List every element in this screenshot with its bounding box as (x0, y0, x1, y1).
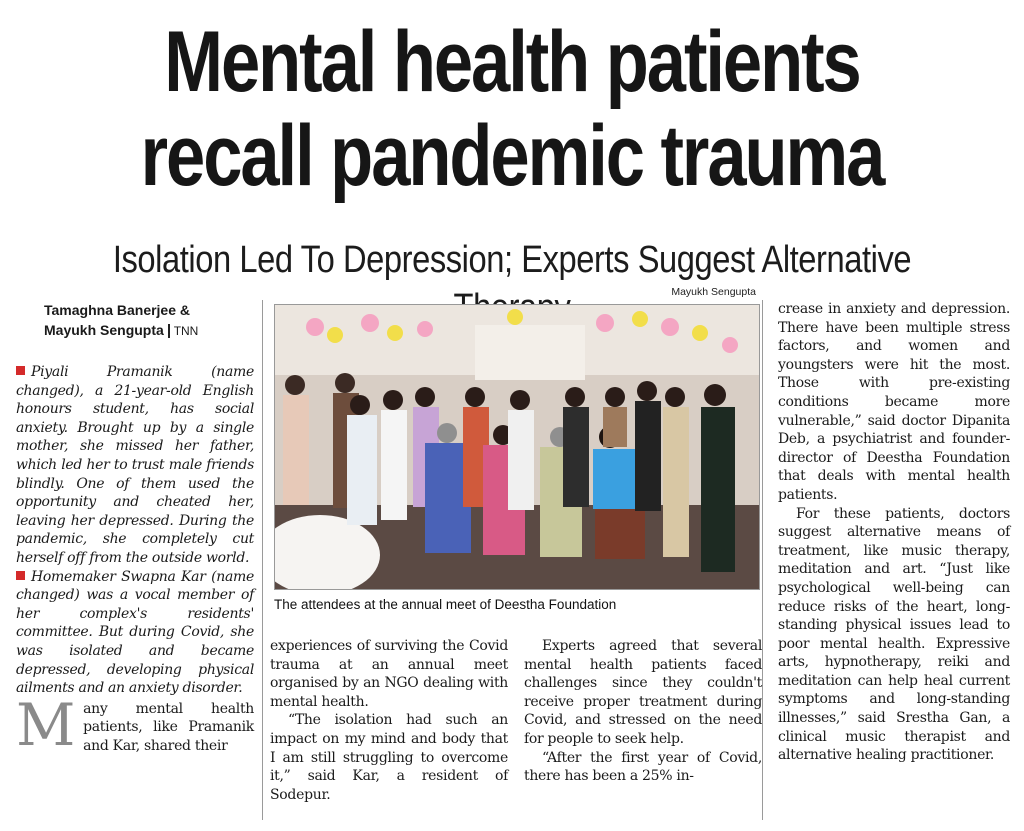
col4-paragraph-2: For these patients, doctors suggest alternative means of treatment, like music therapy, meditation and art. “Just like psychological well-being can reduce risks of the heart, long-standing physical issues lead to poor mental health. Expressive arts, hypnotherapy, reiki and meditation can help heal current symptoms and long-standing illnesses,” said Srestha Gan, a clinical music therapist and alternative healing practitioner. (778, 505, 1010, 764)
photo-credit: Mayukh Sengupta (671, 286, 756, 298)
drop-cap: M (16, 690, 76, 759)
subheadline: Isolation Led To Depression; Experts Suggest Alternative (112, 239, 912, 281)
column-divider (762, 300, 763, 820)
red-square-bullet-icon (16, 571, 25, 580)
event-photo (274, 304, 760, 590)
case2-text: Homemaker Swapna Kar (name changed) was a vocal member of her complex's residents' committee. But during Covid, she was isolated and became depressed, developing physical ailments and an anxiety disorder. (16, 568, 254, 697)
byline-authors-2 (44, 320, 254, 341)
event-photo-illustration (275, 305, 760, 590)
col2-paragraph-1: experiences of surviving the Covid trauma at an annual meet organised by an NGO dealing with mental health. (270, 638, 508, 710)
byline (44, 300, 254, 341)
intro-paragraph (16, 690, 254, 759)
case1-text: Piyali Pramanik (name changed), a 21-year-old English honours student, has social anxiety. Brought up by a single mother, she missed her father, which led her to trust male friends blindly. One of them used the opportunity and cheated her, leaving her depressed. During the pandemic, she completely cut herself off from the outside world. (16, 364, 254, 566)
col2-paragraph-2: “The isolation had such an impact on my mind and body that I am still struggling to overcome it,” said Kar, a resident of Sodepur. (270, 712, 508, 803)
byline-agency: TNN (168, 324, 199, 338)
article-column-3 (524, 637, 762, 786)
article-column-4 (778, 300, 1010, 765)
headline-line-1: Mental health patients (164, 14, 860, 110)
column-divider (262, 300, 263, 820)
col4-paragraph-1: crease in anxiety and depression. There have been multiple stress factors, and women and youngsters were hit the most. Those with pre-existing conditions became more vulnerable,” said doctor Dipanita Deb, a psychiatrist and founder-director of Deestha Foundation that deals with mental health patients. (778, 301, 1010, 503)
col3-paragraph-1: Experts agreed that several mental health patients faced challenges since they couldn't receive proper treatment during Covid, and stressed on the need for people to seek help. (524, 638, 762, 747)
byline-authors-1: Tamaghna Banerjee & (44, 302, 191, 318)
headline-line-2: recall pandemic trauma (140, 108, 884, 204)
photo-caption: The attendees at the annual meet of Deestha Foundation (274, 597, 617, 612)
case-paragraph-2 (16, 568, 254, 698)
col3-paragraph-2: “After the first year of Covid, there has been a 25% in- (524, 749, 762, 785)
article-column-1 (16, 363, 254, 759)
red-square-bullet-icon (16, 366, 25, 375)
intro-text: any mental health patients, like Pramanik and Kar, shared their (83, 700, 254, 754)
byline-author-2: Mayukh Sengupta (44, 322, 164, 338)
case-paragraph-1 (16, 363, 254, 568)
article-column-2 (270, 637, 508, 804)
